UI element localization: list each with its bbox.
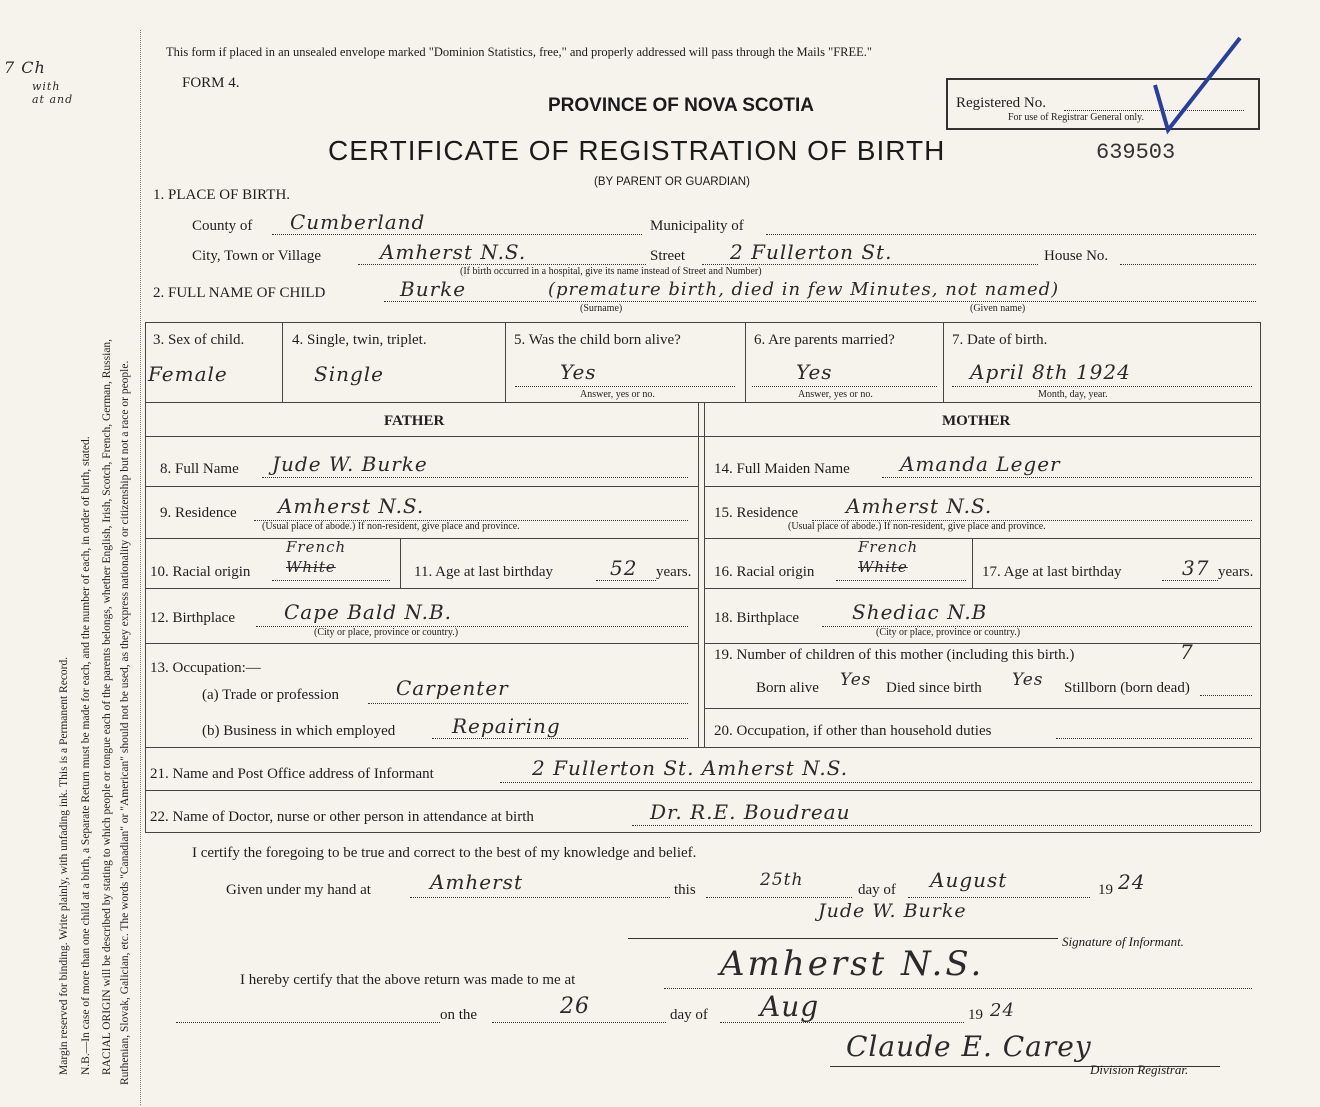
died-since-label: Died since birth <box>886 680 982 696</box>
mother-birthplace-note: (City or place, province or country.) <box>876 627 1021 638</box>
mother-residence-value: Amherst N.S. <box>846 494 993 518</box>
given-caption: (Given name) <box>970 303 1026 314</box>
parents-married-value: Yes <box>796 360 833 384</box>
registrar-year-prefix: 19 <box>968 1007 983 1023</box>
parents-married-caption: Answer, yes or no. <box>798 389 873 400</box>
child-surname: Burke <box>400 277 467 301</box>
house-label: House No. <box>1044 248 1109 264</box>
hospital-note: (If birth occurred in a hospital, give its name instead of Street and Number) <box>460 266 762 277</box>
province-heading: PROVINCE OF NOVA SCOTIA <box>548 95 815 116</box>
informant-value: 2 Fullerton St. Amherst N.S. <box>532 756 849 780</box>
municipality-label: Municipality of <box>650 218 744 234</box>
mother-race-value: French <box>858 538 919 556</box>
street-label: Street <box>650 248 685 264</box>
father-age-label: 11. Age at last birthday <box>414 564 553 580</box>
died-since-value: Yes <box>1012 670 1044 690</box>
born-alive-count-value: Yes <box>840 670 872 690</box>
father-birthplace-label: 12. Birthplace <box>150 610 235 626</box>
registrar-day-value: 26 <box>560 994 590 1019</box>
born-alive-label: 5. Was the child born alive? <box>514 332 681 348</box>
county-label: County of <box>192 218 253 234</box>
birth-date-caption: Month, day, year. <box>1038 389 1108 400</box>
occupation-label: 13. Occupation:— <box>150 660 261 676</box>
informant-signature-caption: Signature of Informant. <box>1062 934 1184 949</box>
father-residence-label: 9. Residence <box>160 505 237 521</box>
father-race-struck: White <box>286 558 336 576</box>
father-birthplace-note: (City or place, province or country.) <box>314 627 459 638</box>
registrar-month-value: Aug <box>760 990 820 1023</box>
mother-years: years. <box>1218 564 1254 580</box>
mother-residence-label: 15. Residence <box>714 505 799 521</box>
stillborn-label: Stillborn (born dead) <box>1064 680 1190 696</box>
mother-heading: MOTHER <box>942 413 1011 429</box>
business-label: (b) Business in which employed <box>202 723 396 739</box>
born-alive-caption: Answer, yes or no. <box>580 389 655 400</box>
father-birthplace-value: Cape Bald N.B. <box>284 600 453 624</box>
mother-birthplace-label: 18. Birthplace <box>714 610 799 626</box>
page-subtitle: (BY PARENT OR GUARDIAN) <box>594 176 750 188</box>
registrar-day-of-label: day of <box>670 1007 708 1023</box>
children-count-label: 19. Number of children of this mother (including this birth.) <box>714 647 1075 663</box>
margin-instructions-1: Margin reserved for binding. Write plainly, with unfading ink. This is a Permanent Record. <box>58 656 70 1075</box>
informant-label: 21. Name and Post Office address of Informant <box>150 766 434 782</box>
on-the-label: on the <box>440 1007 478 1023</box>
mother-race-label: 16. Racial origin <box>714 564 815 580</box>
registrar-note: For use of Registrar General only. <box>1008 112 1144 123</box>
mother-birthplace-value: Shediac N.B <box>852 600 988 624</box>
mother-occupation-label: 20. Occupation, if other than household duties <box>714 723 992 739</box>
given-under-label: Given under my hand at <box>226 882 371 898</box>
certify-statement: I certify the foregoing to be true and correct to the best of my knowledge and belief. <box>192 845 697 861</box>
mother-name-label: 14. Full Maiden Name <box>714 461 850 477</box>
sex-label: 3. Sex of child. <box>153 332 245 348</box>
margin-note: 7 Ch <box>4 58 46 77</box>
birth-date-label: 7. Date of birth. <box>952 332 1048 348</box>
margin-instructions-3: RACIAL ORIGIN will be described by stating to which people or tongue each of the parents belongs, whether English, Irish, Scotch, French, German, Russian, <box>101 338 113 1075</box>
children-count-value: 7 <box>1180 640 1194 664</box>
mother-abode-note: (Usual place of abode.) If non-resident, give place and province. <box>788 521 1046 532</box>
mother-race-struck: White <box>858 558 908 576</box>
city-label: City, Town or Village <box>192 248 322 264</box>
parents-married-label: 6. Are parents married? <box>754 332 895 348</box>
father-residence-value: Amherst N.S. <box>278 494 425 518</box>
margin-note: at and <box>32 93 74 106</box>
street-value: 2 Fullerton St. <box>730 240 893 264</box>
given-place-value: Amherst <box>430 870 523 894</box>
child-name-label: 2. FULL NAME OF CHILD <box>153 285 326 301</box>
this-label: this <box>674 882 696 898</box>
father-abode-note: (Usual place of abode.) If non-resident, give place and province. <box>262 521 520 532</box>
registrar-place-value: Amherst N.S. <box>720 944 985 984</box>
binding-margin <box>0 0 140 1107</box>
place-heading: 1. PLACE OF BIRTH. <box>153 187 291 203</box>
registrar-statement: I hereby certify that the above return was made to me at <box>240 972 576 988</box>
plurality-value: Single <box>314 362 385 386</box>
given-year-prefix: 19 <box>1098 882 1113 898</box>
checkmark-icon <box>1130 30 1250 140</box>
father-race-label: 10. Racial origin <box>150 564 251 580</box>
margin-note: with <box>32 80 61 93</box>
child-given-name: (premature birth, died in few Minutes, not named) <box>548 279 1060 300</box>
county-value: Cumberland <box>290 210 426 234</box>
surname-caption: (Surname) <box>580 303 623 314</box>
city-value: Amherst N.S. <box>380 240 527 264</box>
father-heading: FATHER <box>384 413 445 429</box>
informant-signature: Jude W. Burke <box>818 900 967 922</box>
father-name-value: Jude W. Burke <box>272 452 428 476</box>
given-month-value: August <box>930 868 1008 892</box>
registrar-caption: Division Registrar. <box>1090 1062 1189 1077</box>
page-title: CERTIFICATE OF REGISTRATION OF BIRTH <box>328 135 946 166</box>
certificate-number: 639503 <box>1096 140 1176 165</box>
plurality-label: 4. Single, twin, triplet. <box>292 332 427 348</box>
business-value: Repairing <box>452 714 561 738</box>
margin-instructions-2: N.B.—In case of more than one child at a birth, a Separate Return must be made for each, and the number of each, in order of birth, stated. <box>80 436 92 1075</box>
given-year-value: 24 <box>1118 870 1146 894</box>
father-race-value: French <box>286 538 347 556</box>
mother-age-value: 37 <box>1182 556 1210 580</box>
born-alive-count-label: Born alive <box>756 680 819 696</box>
doctor-label: 22. Name of Doctor, nurse or other person in attendance at birth <box>150 809 534 825</box>
trade-label: (a) Trade or profession <box>202 687 340 703</box>
margin-instructions-4: Ruthenian, Slovak, Galician, etc. The words "Canadian" or "American" should not be used, as they express nationality or citizenship but not a race or people. <box>119 360 131 1085</box>
sex-value: Female <box>148 362 228 386</box>
mother-age-label: 17. Age at last birthday <box>982 564 1122 580</box>
father-age-value: 52 <box>610 556 638 580</box>
registrar-year-value: 24 <box>990 1000 1015 1021</box>
born-alive-value: Yes <box>560 360 597 384</box>
trade-value: Carpenter <box>396 676 509 700</box>
father-years: years. <box>656 564 692 580</box>
birth-date-value: April 8th 1924 <box>970 360 1131 384</box>
registrar-signature: Claude E. Carey <box>846 1030 1092 1063</box>
mail-notice: This form if placed in an unsealed envelope marked "Dominion Statistics, free," and properly addressed will pass through the Mails "FREE." <box>166 45 873 59</box>
given-day-of-label: day of <box>858 882 896 898</box>
mother-name-value: Amanda Leger <box>900 452 1061 476</box>
father-name-label: 8. Full Name <box>160 461 239 477</box>
doctor-value: Dr. R.E. Boudreau <box>650 800 851 824</box>
form-number: FORM 4. <box>182 75 240 91</box>
given-day-value: 25th <box>760 870 804 890</box>
registered-label: Registered No. <box>956 95 1046 111</box>
